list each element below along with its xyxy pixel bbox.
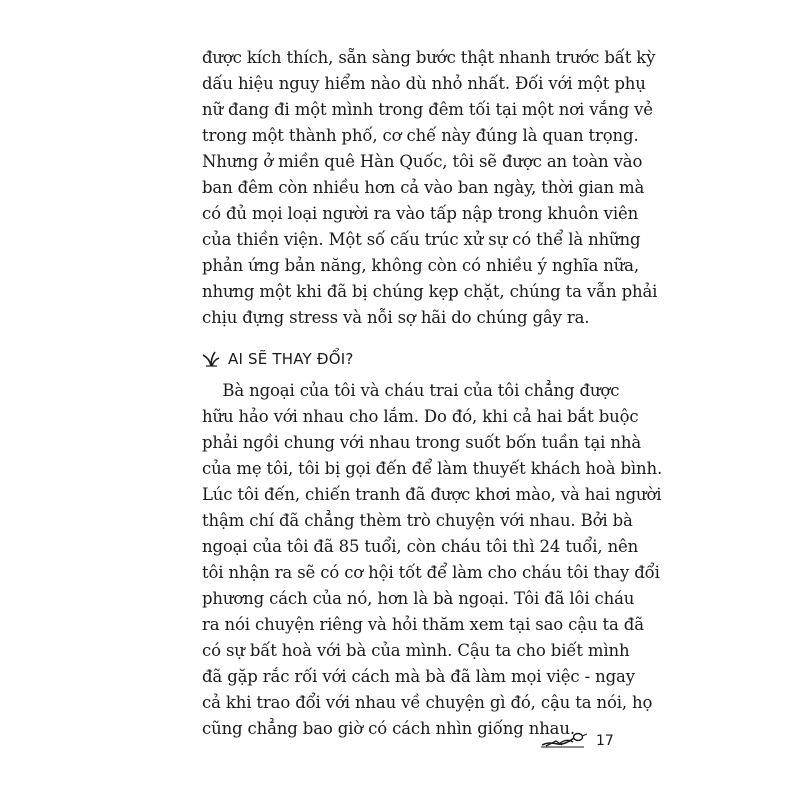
text-line: có sự bất hoà với bà của mình. Cậu ta cho biết mình (202, 641, 630, 660)
text-line: Nhưng ở miền quê Hàn Quốc, tôi sẽ được an toàn vào (202, 152, 643, 171)
page-number: 17 (596, 733, 614, 749)
text-line: ban đêm còn nhiều hơn cả vào ban ngày, thời gian mà (202, 178, 645, 197)
text-line: hữu hảo với nhau cho lắm. Do đó, khi cả hai bắt buộc (202, 407, 639, 426)
text-line: của mẹ tôi, tôi bị gọi đến để làm thuyết khách hoà bình. (202, 459, 663, 478)
text-line: phương cách của nó, hơn là bà ngoại. Tôi đã lôi cháu (202, 589, 635, 608)
text-line: tôi nhận ra sẽ có cơ hội tốt để làm cho cháu tôi thay đổi (202, 563, 660, 582)
text-line: đã gặp rắc rối với cách mà bà đã làm mọi việc - ngay (202, 667, 635, 686)
paragraph-2 (202, 378, 663, 742)
text-line: Bà ngoại của tôi và cháu trai của tôi chẳng được (202, 381, 620, 400)
text-line: dấu hiệu nguy hiểm nào dù nhỏ nhất. Đối với một phụ (202, 74, 646, 93)
section-heading (202, 346, 354, 372)
section-title: AI SẼ THAY ĐỔI? (228, 350, 354, 368)
text-line: ra nói chuyện riêng và hỏi thăm xem tại sao cậu ta đã (202, 615, 644, 634)
reclining-figure-icon (540, 729, 592, 753)
text-line: nữ đang đi một mình trong đêm tối tại một nơi vắng vẻ (202, 100, 653, 119)
paragraph-1 (202, 45, 658, 331)
text-line: nhưng một khi đã bị chúng kẹp chặt, chúng ta vẫn phải (202, 282, 658, 301)
text-line: trong một thành phố, cơ chế này đúng là quan trọng. (202, 126, 639, 145)
text-line: phải ngồi chung với nhau trong suốt bốn tuần tại nhà (202, 433, 642, 452)
text-line: được kích thích, sẵn sàng bước thật nhanh trước bất kỳ (202, 48, 656, 67)
page-footer (540, 728, 614, 754)
text-line: chịu đựng stress và nỗi sợ hãi do chúng gây ra. (202, 308, 590, 327)
text-line: Lúc tôi đến, chiến tranh đã được khơi mào, và hai người (202, 485, 662, 504)
text-line: cũng chẳng bao giờ có cách nhìn giống nhau. (202, 719, 575, 738)
text-line: phản ứng bản năng, không còn có nhiều ý nghĩa nữa, (202, 256, 639, 275)
text-line: thậm chí đã chẳng thèm trò chuyện với nhau. Bởi bà (202, 511, 633, 530)
text-line: ngoại của tôi đã 85 tuổi, còn cháu tôi thì 24 tuổi, nên (202, 537, 639, 556)
grass-sprout-icon (202, 351, 220, 367)
text-line: có đủ mọi loại người ra vào tấp nập trong khuôn viên (202, 204, 639, 223)
text-line: của thiền viện. Một số cấu trúc xử sự có thể là những (202, 230, 641, 249)
text-line: cả khi trao đổi với nhau về chuyện gì đó, cậu ta nói, họ (202, 693, 653, 712)
